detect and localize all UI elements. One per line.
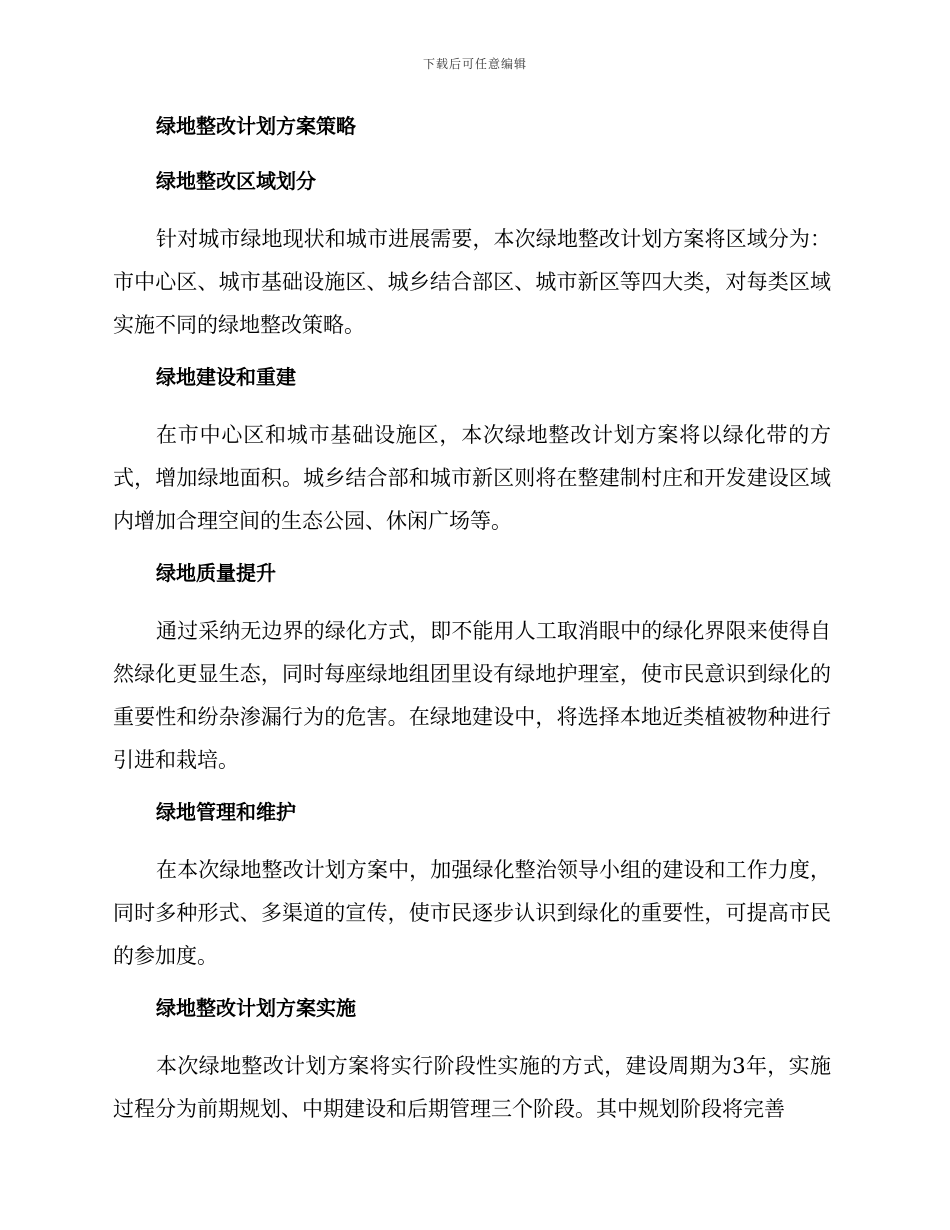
heading-strategy: 绿地整改计划方案策略 bbox=[156, 114, 356, 138]
paragraph-quality: 通过采纳无边界的绿化方式，即不能用人工取消眼中的绿化界限来使得自然绿化更显生态，同时每座绿地组团里设有绿地护理室，使市民意识到绿化的重要性和纷杂渗漏行为的危害。在绿地建设中，将选择本地近类植被物种进行引进和栽培。 bbox=[113, 619, 831, 772]
paragraph-management: 在本次绿地整改计划方案中，加强绿化整治领导小组的建设和工作力度，同时多种形式、多渠道的宣传，使市民逐步认识到绿化的重要性，可提高市民的参加度。 bbox=[113, 858, 831, 968]
paragraph-construction: 在市中心区和城市基础设施区，本次绿地整改计划方案将以绿化带的方式，增加绿地面积。城乡结合部和城市新区则将在整建制村庄和开发建设区域内增加合理空间的生态公园、休闲广场等。 bbox=[113, 423, 831, 533]
header-note: 下载后可任意编辑 bbox=[422, 57, 527, 71]
heading-implementation: 绿地整改计划方案实施 bbox=[156, 996, 356, 1020]
paragraph-implementation: 本次绿地整改计划方案将实行阶段性实施的方式，建设周期为3年，实施过程分为前期规划、中期建设和后期管理三个阶段。其中规划阶段将完善 bbox=[113, 1054, 831, 1121]
heading-management: 绿地管理和维护 bbox=[156, 800, 296, 824]
paragraph-region-division: 针对城市绿地现状和城市进展需要，本次绿地整改计划方案将区域分为：市中心区、城市基础设施区、城乡结合部区、城市新区等四大类，对每类区域实施不同的绿地整改策略。 bbox=[113, 227, 831, 337]
document-body bbox=[113, 108, 831, 1143]
heading-construction: 绿地建设和重建 bbox=[156, 365, 296, 389]
heading-region-division: 绿地整改区域划分 bbox=[156, 169, 316, 193]
heading-quality: 绿地质量提升 bbox=[156, 561, 276, 585]
